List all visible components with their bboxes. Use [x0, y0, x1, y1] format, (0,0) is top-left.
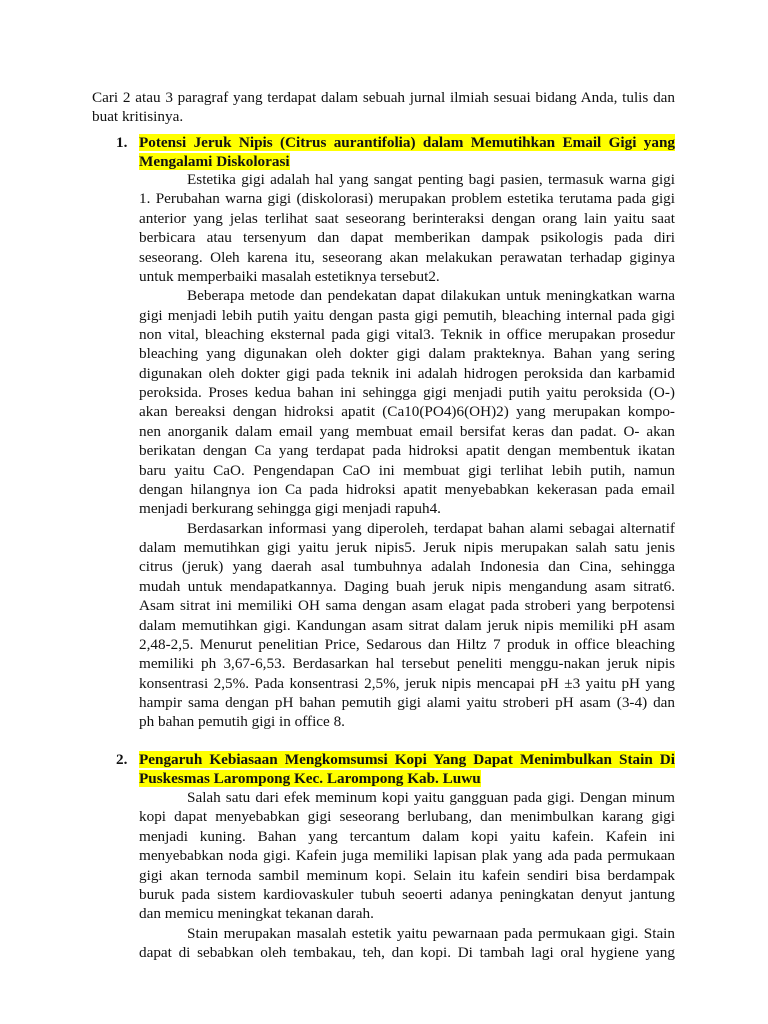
paragraph-line: citrus (jeruk) yang daerah asal tumbuhnya adalah Indonesia dan Cina, sehingga	[139, 558, 675, 575]
paragraph-line: buruk pada sistem kardiovaskuler tubuh seoerti adanya peningkatan denyut jantung	[139, 886, 675, 903]
paragraph-line: peroksida. Proses kedua bahan ini sehingga gigi menjadi putih yaitu peroksida (O-)	[139, 384, 675, 401]
paragraph-line: non vital, bleaching eksternal pada gigi vital3. Teknik in office merupakan prosedur	[139, 326, 675, 343]
paragraph-line: akan bereaksi dengan hidroksi apatit (Ca10(PO4)6(OH)2) yang merupakan kompo-	[139, 403, 675, 420]
section-number: 1.	[116, 134, 128, 151]
paragraph-line: dalam memutihkan gigi. Kandungan asam sitrat dalam jeruk nipis memiliki pH asam	[139, 617, 675, 634]
paragraph-line: Salah satu dari efek meminum kopi yaitu gangguan pada gigi. Dengan minum	[187, 789, 675, 806]
paragraph-line: mudah untuk mendapatkannya. Daging buah jeruk nipis mengandung asam sitrat6.	[139, 578, 675, 595]
paragraph-line: untuk memperbaiki masalah estetiknya tersebut2.	[139, 268, 440, 285]
paragraph-line: dengan hilangnya ion Ca pada hidroksi apatit menyebabkan kekerasan pada email	[139, 481, 675, 498]
section-title	[139, 133, 675, 153]
paragraph-line: 2,48-2,5. Menurut penelitian Price, Sedarous dan Hiltz 7 produk in office bleaching	[139, 636, 675, 653]
paragraph-line: 1. Perubahan warna gigi (diskolorasi) merupakan problem estetika terutama pada gigi	[139, 190, 675, 207]
paragraph-line: menjadi kuning. Bahan yang tercantum dalam kopi yaitu kafein. Kafein ini	[139, 828, 675, 845]
paragraph-line: dan memicu meningkat tekanan darah.	[139, 905, 374, 922]
paragraph-line: dapat di sebabkan oleh tembakau, teh, dan kopi. Di tambah lagi oral hygiene yang	[139, 944, 675, 961]
paragraph-line: Stain merupakan masalah estetik yaitu pewarnaan pada permukaan gigi. Stain	[187, 925, 675, 942]
paragraph-line: digunakan oleh dokter gigi pada teknik ini adalah hidrogen peroksida dan karbamid	[139, 365, 675, 382]
paragraph-line: menyebabkan noda gigi. Kafein juga memiliki lapisan plak yang ada pada permukaan	[139, 847, 675, 864]
paragraph-line: baru yaitu CaO. Pengendapan CaO ini membuat gigi terlihat lebih putih, namun	[139, 462, 675, 479]
paragraph-line: anterior yang jelas terlihat saat seseorang berinteraksi dengan orang lain yaitu saat	[139, 210, 675, 227]
paragraph-line: seseorang. Oleh karena itu, seseorang akan melakukan perawatan terhadap giginya	[139, 249, 675, 266]
section-title-line: Pengaruh Kebiasaan Mengkomsumsi Kopi Yang Dapat Menimbulkan Stain Di	[139, 751, 675, 768]
paragraph-line: ph bahan pemutih gigi in office 8.	[139, 713, 345, 730]
paragraph-line: Estetika gigi adalah hal yang sangat penting bagi pasien, termasuk warna gigi	[187, 171, 675, 188]
section-title-line: Potensi Jeruk Nipis (Citrus aurantifolia) dalam Memutihkan Email Gigi yang	[139, 134, 675, 151]
section-number: 2.	[116, 751, 128, 768]
section-title	[139, 769, 481, 789]
paragraph-line: berikatan dengan Ca yang terdapat pada hidroksi apatit dengan membentuk ikatan	[139, 442, 675, 459]
paragraph-line: dalam memutihkan gigi yaitu jeruk nipis5. Jeruk nipis merupakan salah satu jenis	[139, 539, 675, 556]
paragraph-line: gigi menjadi lebih putih yaitu dengan pasta gigi pemutih, bleaching internal pada gigi	[139, 307, 675, 324]
intro-line: buat kritisinya.	[92, 108, 184, 125]
intro-line: Cari 2 atau 3 paragraf yang terdapat dalam sebuah jurnal ilmiah sesuai bidang Anda, tulis dan	[92, 89, 675, 106]
paragraph-line: Beberapa metode dan pendekatan dapat dilakukan untuk meningkatkan warna	[187, 287, 675, 304]
paragraph-line: nen anorganik dalam email yang membuat email bersifat keras dan padat. O- akan	[139, 423, 675, 440]
section-title-line: Mengalami Diskolorasi	[139, 153, 290, 170]
paragraph-line: konsentrasi 2,5%. Pada konsentrasi 2,5%, jeruk nipis mencapai pH ±3 yaitu pH yang	[139, 675, 675, 692]
section-title	[139, 152, 290, 172]
section-title	[139, 750, 675, 770]
paragraph-line: gigi akan ternoda sambil meminum kopi. Selain itu kafein sendiri bisa berdampak	[139, 867, 675, 884]
section-title-line: Puskesmas Larompong Kec. Larompong Kab. Luwu	[139, 770, 481, 787]
paragraph-line: hampir sama dengan pH bahan pemutih gigi alami yaitu stroberi pH asam (3-4) dan	[139, 694, 675, 711]
paragraph-line: Asam sitrat ini memiliki OH sama dengan asam elagat pada stroberi yang berpotensi	[139, 597, 675, 614]
paragraph-line: Berdasarkan informasi yang diperoleh, terdapat bahan alami sebagai alternatif	[187, 520, 675, 537]
paragraph-line: berbicara atau tersenyum dan dapat memberikan dampak psikologis pada diri	[139, 229, 675, 246]
paragraph-line: memiliki ph 3,67-6,53. Berdasarkan hal tersebut peneliti menggu-nakan jeruk nipis	[139, 655, 675, 672]
paragraph-line: kopi dapat menyebabkan gigi seseorang berlubang, dan menimbulkan karang gigi	[139, 808, 675, 825]
paragraph-line: menjadi berkurang sehingga gigi menjadi rapuh4.	[139, 500, 441, 517]
paragraph-line: bleaching yang digunakan oleh dokter gigi dalam prakteknya. Bahan yang sering	[139, 345, 675, 362]
